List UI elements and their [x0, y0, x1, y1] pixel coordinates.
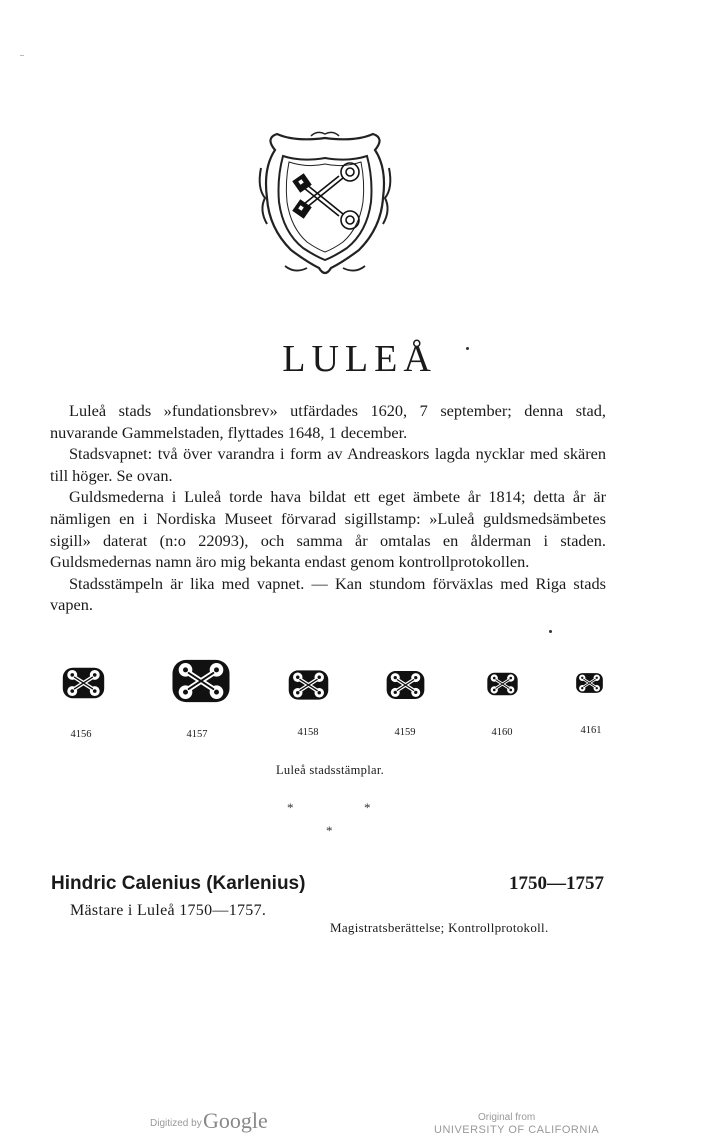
city-stamp-icon — [385, 668, 426, 702]
scan-mark — [549, 630, 552, 633]
city-stamp-icon — [61, 664, 106, 702]
paragraph: Guldsmederna i Luleå torde hava bildat ett eget ämbete år 1814; detta år är nämligen en i Nordiska Museet förvarad sigillstamp: »Luleå guldsmedsämbetes sigill» daterat (n:o 22093), och samma år omtalas en ålderman i staden. Guldsmedernas namn äro mig bekanta endast genom kontrollprotokollen. — [50, 487, 606, 572]
coat-of-arms-crest-icon — [255, 128, 395, 280]
separator-asterisk: * — [326, 823, 333, 838]
paragraph: Stadsvapnet: två över varandra i form av Andreaskors lagda nycklar med skären till höger. Se ovan. — [50, 444, 606, 485]
separator-asterisk: * — [364, 800, 371, 815]
stamp-number: 4156 — [70, 729, 92, 740]
stamp-number: 4159 — [394, 727, 416, 738]
stamp-number: 4157 — [186, 729, 208, 740]
scan-mark — [20, 55, 24, 56]
scan-mark — [466, 347, 469, 350]
city-stamp-icon — [287, 667, 330, 703]
city-stamp-icon — [575, 670, 604, 696]
city-stamp-icon — [170, 655, 232, 707]
goldsmith-years: 1750—1757 — [509, 873, 604, 894]
body-text — [50, 400, 606, 616]
digitized-by-label: Digitized by — [150, 1118, 202, 1129]
google-logo: Google — [203, 1108, 268, 1133]
stamp-number: 4158 — [297, 727, 319, 738]
stamp-number: 4160 — [491, 727, 513, 738]
paragraph: Stadsstämpeln är lika med vapnet. — Kan stundom förväxlas med Riga stads vapen. — [50, 573, 606, 615]
goldsmith-sources: Magistratsberättelse; Kontrollprotokoll. — [330, 920, 549, 935]
goldsmith-role: Mästare i Luleå 1750—1757. — [70, 902, 267, 919]
goldsmith-name: Hindric Calenius (Karlenius) — [51, 873, 306, 894]
page-title: LULEÅ — [282, 338, 437, 380]
stamps-caption: Luleå stadsstämplar. — [275, 763, 385, 777]
stamp-number: 4161 — [580, 725, 602, 736]
paragraph: Luleå stads »fundationsbrev» utfärdades 1620, 7 september; denna stad, nuvarande Gammelstaden, flyttades 1648, 1 december. — [50, 401, 606, 442]
city-stamp-icon — [486, 670, 519, 698]
institution-label: UNIVERSITY OF CALIFORNIA — [434, 1124, 600, 1136]
separator-asterisk: * — [287, 800, 294, 815]
original-from-label: Original from — [478, 1112, 536, 1123]
